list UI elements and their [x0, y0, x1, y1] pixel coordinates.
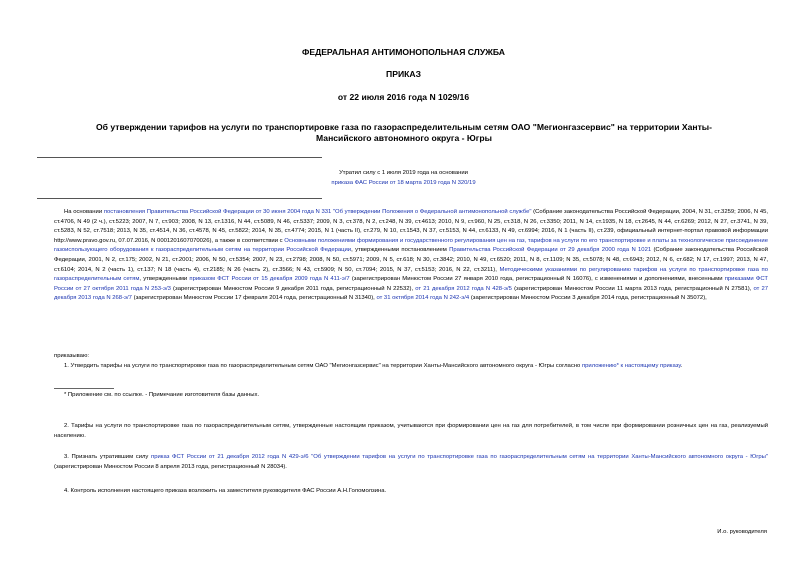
methodical-guidelines-link[interactable]: Методическими указаниями по регулированию тарифов на услуги по транспортировке газа по газораспределительным сетям [54, 266, 768, 283]
divider [37, 198, 322, 199]
document-date-number: от 22 июля 2016 года N 1029/16 [337, 92, 470, 102]
divider [37, 157, 322, 158]
item-1: 1. Утвердить тарифы на услуги по транспортировке газа по газораспределительным сетям ОАО "Мегионгазсервис" на территории Ханты-Мансийского автономного округа - Югры согласно приложению* к настоящему приказу. [64, 363, 683, 369]
item-4: 4. Контроль исполнения настоящего приказа возложить на заместителя руководителя ФАС России А.Н.Голомолзина. [64, 488, 387, 494]
footnote: * Приложение см. по ссылке. - Примечание изготовителя базы данных. [64, 392, 260, 398]
item-3: 3. Признать утратившим силу приказ ФСТ России от 21 декабря 2012 года N 429-э/6 "Об утверждении тарифов на услуги по транспортировке газа по газораспределительным сетям на территории Ханты-Мансийского автономного округа - Югры" (зарегистрирован Минюстом России 8 апреля 2013 года, регистрационный N 28034). [54, 454, 768, 470]
item-2: 2. Тарифы на услуги по транспортировке газа по газораспределительным сетям, утвержденные настоящим приказом, учитываются при формировании цен на газ для потребителей, в том числе при формировании розничных цен на газ, реализуемый населению. [54, 423, 768, 439]
fst-order-429-link[interactable]: приказ ФСТ России от 21 декабря 2012 года N 429-э/6 "Об утверждении тарифов на услуги по транспортировке газа по газораспределительным сетям на территории Ханты-Мансийского автономного округа - Югры" [151, 454, 768, 460]
preamble-paragraph: На основании постановления Правительства Российской Федерации от 30 июня 2004 года N 331 "Об утверждении Положения о Федеральной антимонопольной службе" (Собрание законодательства Российской Федерации, 2004, N 31, ст.3259; 2006, N 45, ст.4706, N 49 (2 ч.), ст.5223; 2007, N 7, ст.903; 2008, N 13, ст.1316, N 44, ст.5089, N 46, ст.5337; 2009, N 3, ст.378, N 2, ст.248, N 39, ст.4613; 2010, N 9, ст.960, N 25, ст.318, N 26, ст.3350; 2011, N 14, ст.1935, N 18, ст.2645, N 44, ст.6269; 2012, N 27, ст.3741, N 39, ст.5283, N 52, ст.7518; 2013, N 35, ст.4514, N 36, ст.4578, N 45, ст.5822; 2014, N 35, ст.4774; 2015, N 1 (часть II), ст.279, N 10, ст.1543, N 37, ст.5153, N 44, ст.6133, N 49, ст.6994; 2016, N 1 (часть II), ст.239, официальный интернет-портал правовой информации http://www.pravo.gov.ru, 07.07.2016, N 0001201607070026), а также в соответствии с Основными положениями формирования и государственного регулирования цен на газ, тарифов на услуги по его транспортировке и платы за технологическое присоединение газоиспользующего оборудования к газораспределительным сетям на территории Российской Федерации, утвержденными постановлением Правительства Российской Федерации от 29 декабря 2000 года N 1021 (Собрание законодательства Российской Федерации, 2001, N 2, ст.175; 2002, N 21, ст.2001; 2006, N 50, ст.5354; 2007, N 23, ст.2798; 2008, N 50, ст.5971; 2009, N 5, ст.618; N 30, ст.3842; 2010, N 49, ст.6520; 2011, N 8, ст.1109; N 35, ст.5078; N 48, ст.6943; 2012, N 6, ст.682; N 17, ст.1997; 2013, N 47, ст.6104; 2014, N 2 (часть 1), ст.137; N 18 (часть 4), ст.2185; N 26 (часть 2), ст.3566; N 43, ст.5909; N 50, ст.7094; 2015, N 37, ст.5153; 2016, N 22, ст.3211), Методическими указаниями по регулированию тарифов на услуги по транспортировке газа по газораспределительным сетям, утвержденными приказом ФСТ России от 15 декабря 2009 года N 411-э/7 (зарегистрирован Минюстом России 27 января 2010 года, регистрационный N 16076), с изменениями и дополнениями, внесенными приказами ФСТ России от 27 октября 2011 года N 253-э/3 (зарегистрирован Минюстом России 9 декабря 2011 года, регистрационный N 22532), от 21 декабря 2012 года N 428-э/5 (зарегистрирован Минюстом России 11 марта 2013 года, регистрационный N 27581), от 27 декабря 2013 года N 268-э/7 (зарегистрирован Минюстом России 17 февраля 2014 года, регистрационный N 31340), от 31 октября 2014 года N 242-э/4 (зарегистрирован Минюстом России 3 декабря 2014 года, регистрационный N 35072), [54, 209, 769, 302]
document-type: ПРИКАЗ [386, 69, 421, 79]
appendix-link[interactable]: приложению* к настоящему приказу [581, 363, 681, 369]
repeal-order-link[interactable]: приказа ФАС России от 18 марта 2019 года N 320/19 [331, 180, 476, 186]
fst-order-428-link[interactable]: от 21 декабря 2012 года N 428-э/5 [415, 285, 512, 292]
regulation-1021-link[interactable]: Правительства Российской Федерации от 29 декабря 2000 года N 1021 [449, 247, 652, 254]
signature: И.о. руководителя [717, 529, 767, 535]
order-word: приказываю: [54, 353, 90, 359]
footnote-divider [54, 388, 114, 389]
agency-name: ФЕДЕРАЛЬНАЯ АНТИМОНОПОЛЬНАЯ СЛУЖБА [302, 47, 505, 57]
document-title: Об утверждении тарифов на услуги по транспортировке газа по газораспределительным сетям ОАО "Мегионгазсервис" на территории Ханты-Мансийского автономного округа - Югры [96, 122, 712, 143]
fst-order-268-link[interactable]: от 27 декабря 2013 года N 268-э/7 [54, 285, 769, 302]
status-note-text: Утратил силу с 1 июля 2019 года на основании [339, 170, 468, 176]
fst-order-242-link[interactable]: от 31 октября 2014 года N 242-э/4 [376, 295, 470, 302]
fst-order-253-link[interactable]: приказами ФСТ России от 27 октября 2011 года N 253-э/3 [54, 276, 768, 292]
fst-order-411-link[interactable]: приказом ФСТ России от 15 декабря 2009 года N 411-э/7 [189, 276, 350, 283]
gas-pricing-provisions-link[interactable]: Основными положениями формирования и государственного регулирования цен на газ, тарифов на услуги по его транспортировке и платы за технологическое присоединение газоиспользующего оборудования к газораспределительным сетям на территории Российской Федерации [54, 237, 768, 254]
regulation-331-link[interactable]: постановления Правительства Российской Федерации от 30 июня 2004 года N 331 "Об утверждении Положения о Федеральной антимонопольной службе" [103, 209, 532, 215]
status-note [0, 168, 807, 188]
